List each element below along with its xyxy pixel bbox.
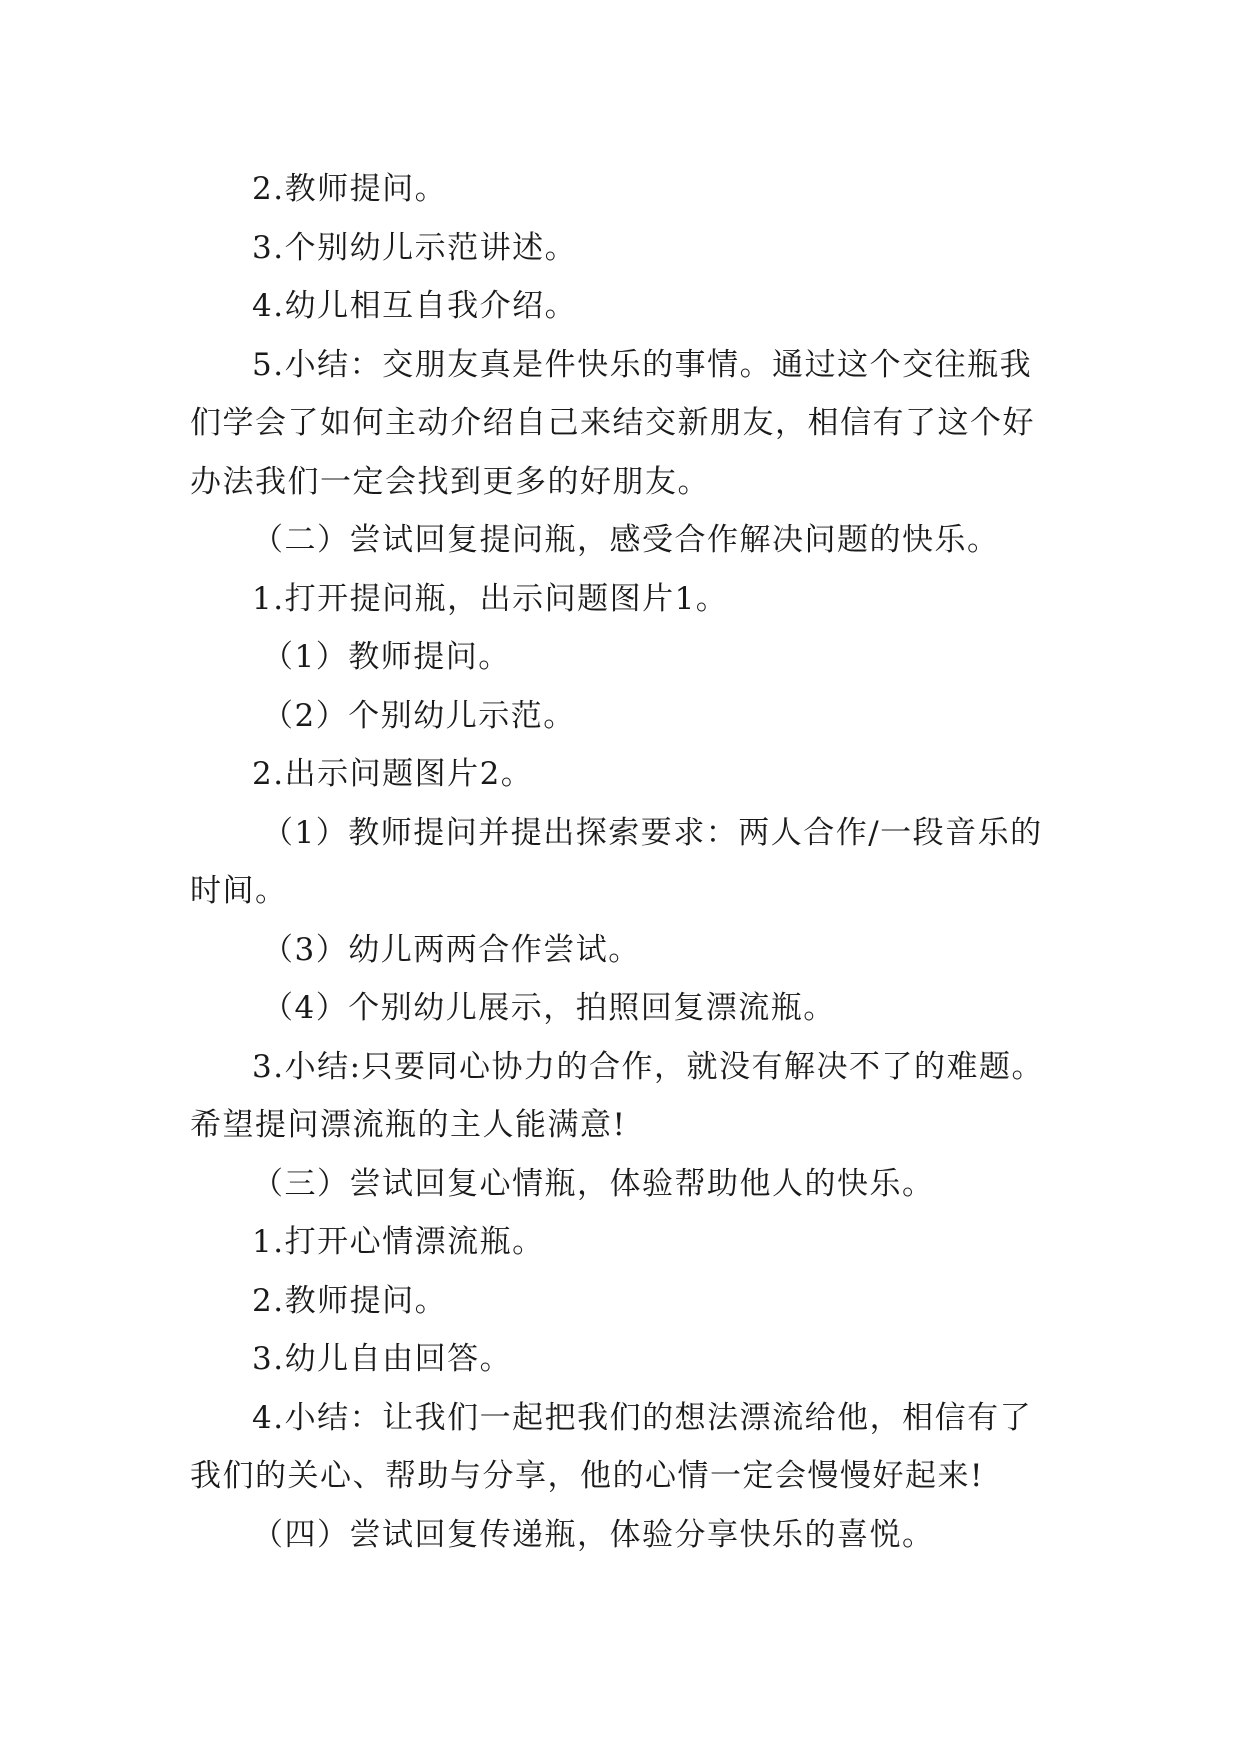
section-heading: （二）尝试回复提问瓶，感受合作解决问题的快乐。: [252, 522, 1000, 558]
text-line: 4.幼儿相互自我介绍。: [252, 288, 578, 324]
section-heading: （三）尝试回复心情瓶，体验帮助他人的快乐。: [252, 1165, 935, 1202]
section-heading: （四）尝试回复传递瓶，体验分享快乐的喜悦。: [252, 1516, 935, 1553]
text-line: 4.小结：让我们一起把我们的想法漂流给他，相信有了: [252, 1399, 1033, 1436]
text-line: 2.教师提问。: [252, 171, 448, 207]
text-line: 1.打开提问瓶，出示问题图片1。: [252, 580, 729, 617]
text-line: （1）教师提问。: [262, 639, 511, 675]
text-line: （4）个别幼儿展示，拍照回复漂流瓶。: [262, 990, 836, 1026]
document-body: [190, 160, 1060, 1564]
text-line: 我们的关心、帮助与分享，他的心情一定会慢慢好起来!: [190, 1458, 984, 1494]
text-line: 3.个别幼儿示范讲述。: [252, 229, 578, 266]
text-line: 2.出示问题图片2。: [252, 756, 534, 792]
text-line: （2）个别幼儿示范。: [262, 697, 576, 734]
text-line: 希望提问漂流瓶的主人能满意!: [190, 1107, 627, 1143]
text-line: 2.教师提问。: [252, 1282, 448, 1319]
text-line: 3.小结:只要同心协力的合作，就没有解决不了的难题。: [252, 1048, 1045, 1085]
text-line: 办法我们一定会找到更多的好朋友。: [190, 463, 710, 500]
text-line: （3）幼儿两两合作尝试。: [262, 931, 641, 968]
text-line: 时间。: [190, 873, 288, 909]
text-line: 3.幼儿自由回答。: [252, 1341, 513, 1377]
text-line: 们学会了如何主动介绍自己来结交新朋友，相信有了这个好: [190, 405, 1035, 441]
text-line: （1）教师提问并提出探索要求：两人合作/一段音乐的: [262, 814, 1043, 851]
text-line: 1.打开心情漂流瓶。: [252, 1224, 545, 1260]
text-line: 5.小结：交朋友真是件快乐的事情。通过这个交往瓶我: [252, 346, 1033, 383]
